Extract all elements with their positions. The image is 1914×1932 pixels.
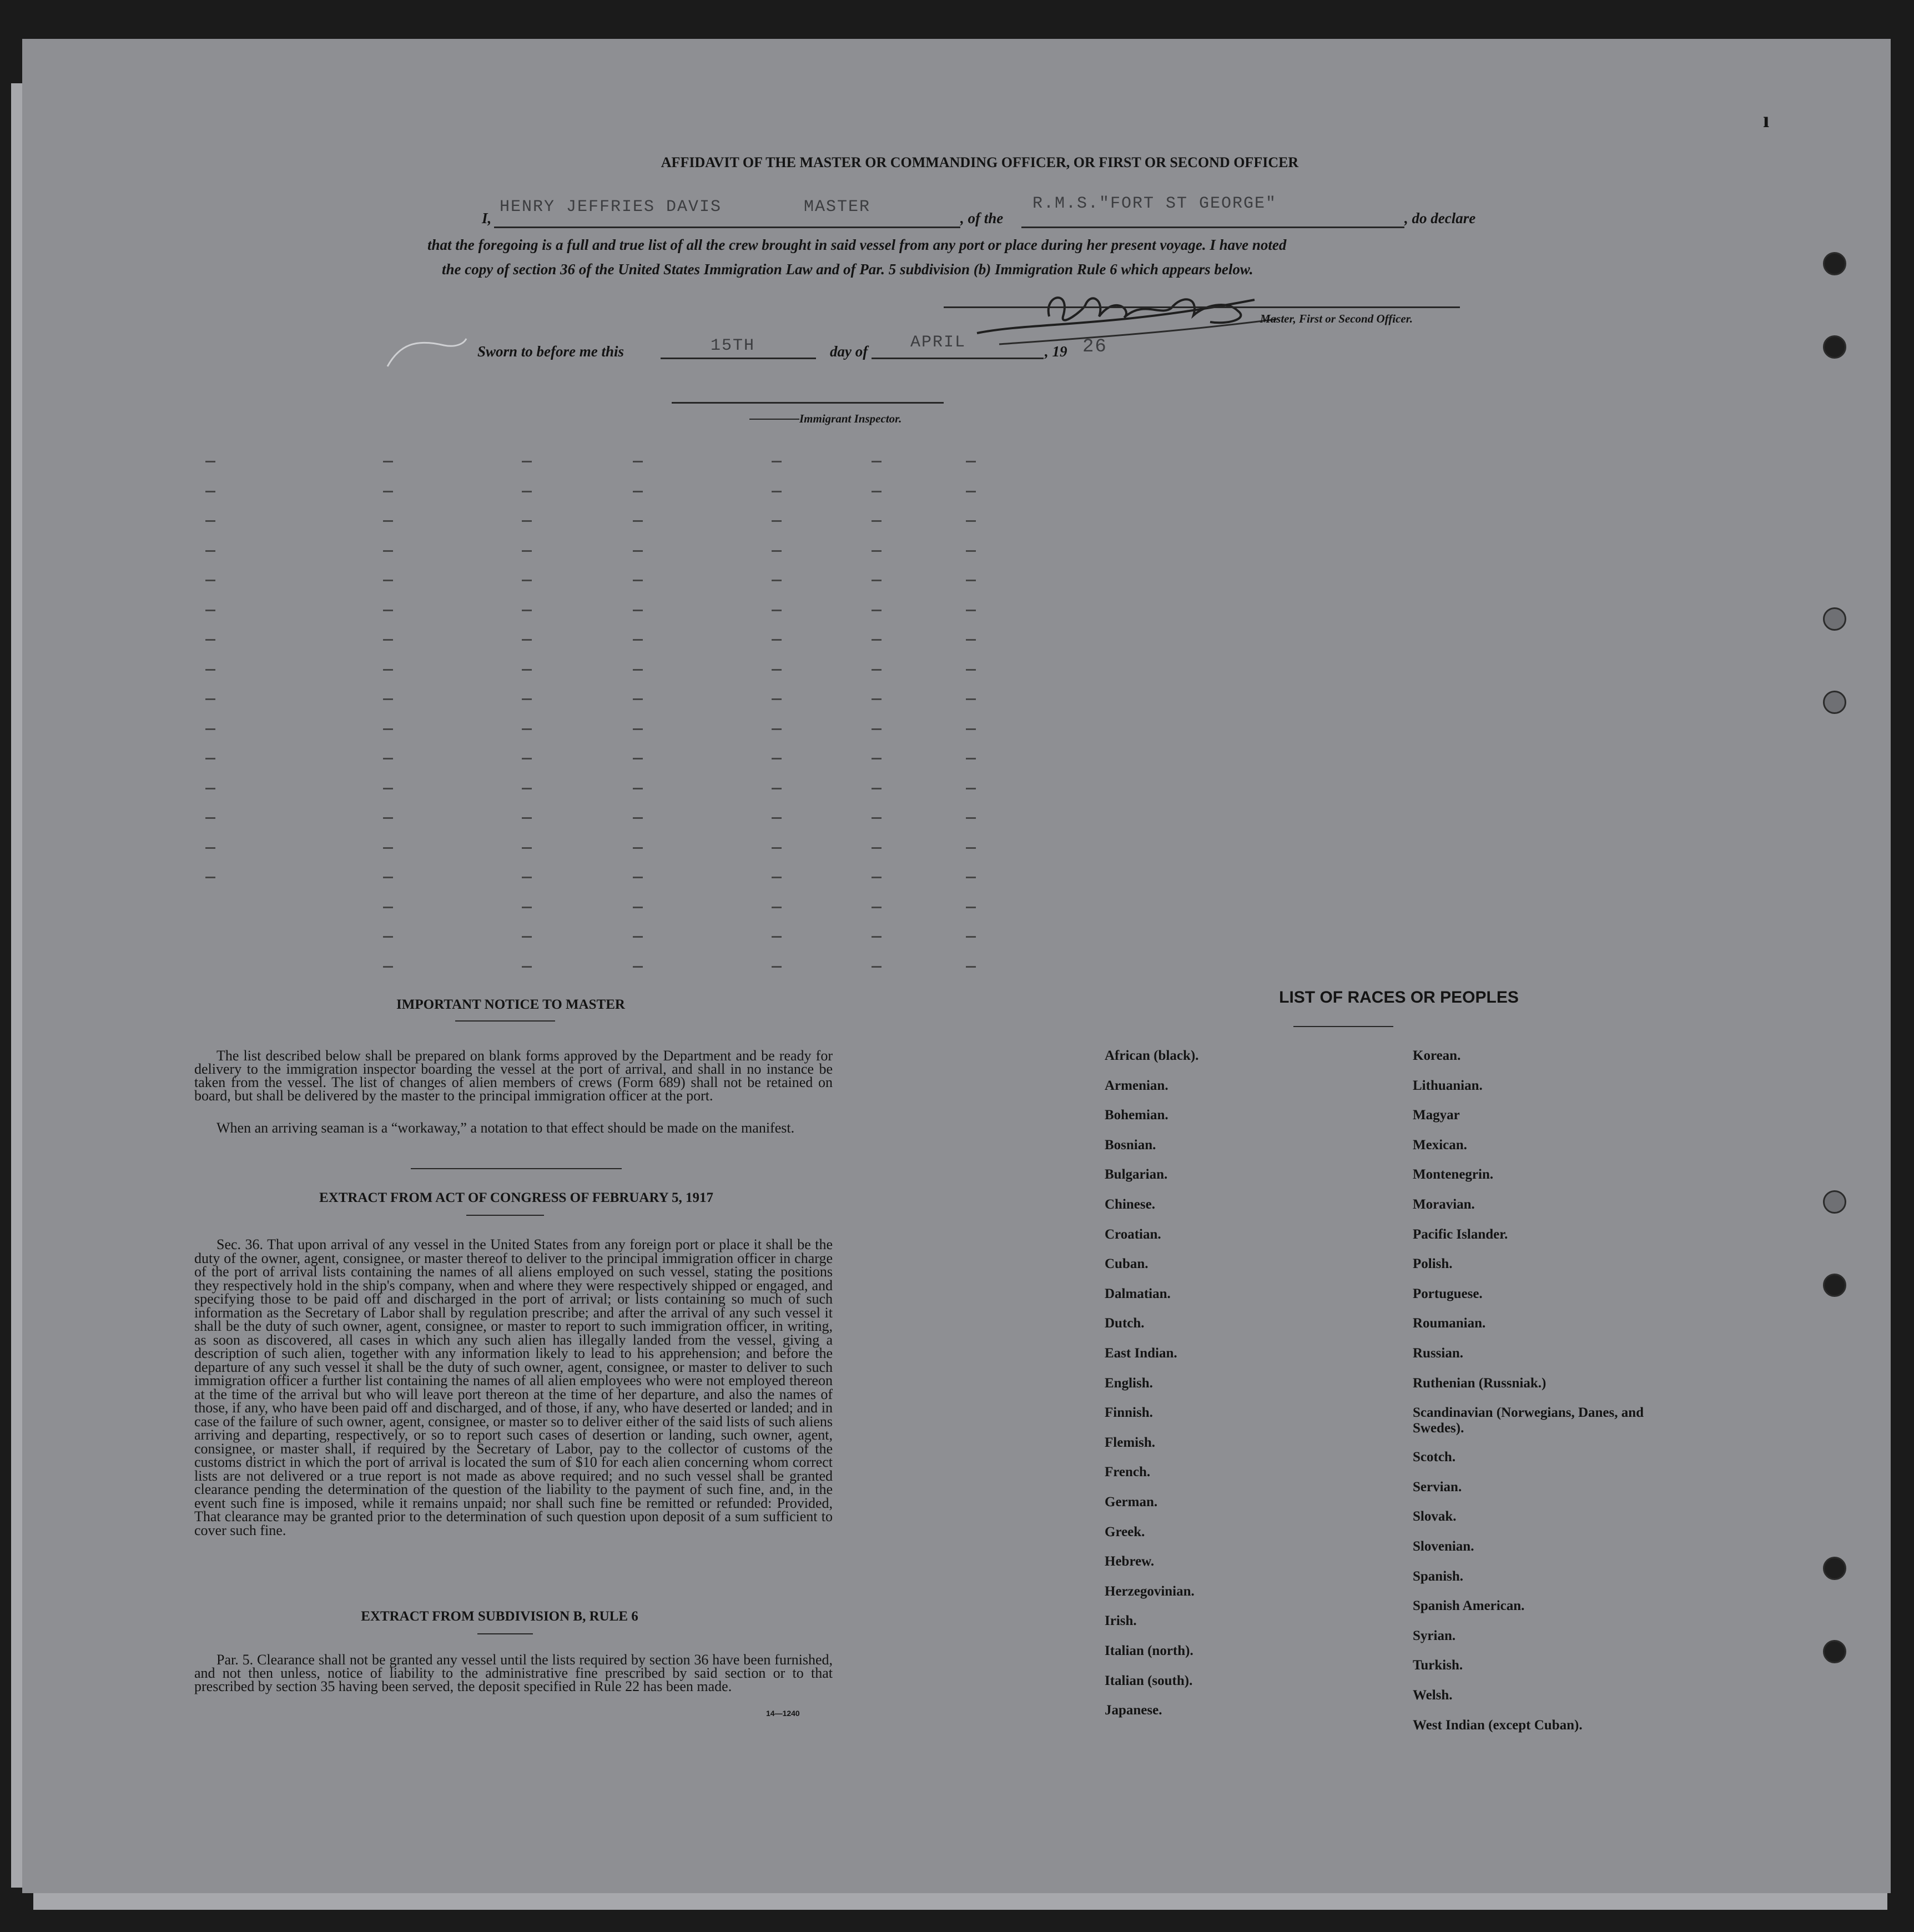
column-tick <box>633 758 643 759</box>
race-item: Dutch. <box>1105 1316 1145 1331</box>
column-tick <box>772 461 782 462</box>
column-tick <box>872 966 882 968</box>
race-item: Korean. <box>1413 1048 1461 1063</box>
column-tick <box>205 758 215 759</box>
column-tick <box>772 966 782 968</box>
column-tick <box>872 698 882 700</box>
month-line <box>872 358 1044 359</box>
column-tick <box>205 698 215 700</box>
column-tick <box>383 491 393 492</box>
act-extract-underline <box>466 1215 544 1216</box>
column-tick <box>966 610 976 611</box>
race-item: Cuban. <box>1105 1256 1149 1272</box>
column-tick <box>633 966 643 968</box>
signature-line <box>944 306 1460 308</box>
race-item: Syrian. <box>1413 1628 1456 1643</box>
column-tick <box>772 550 782 552</box>
column-tick <box>383 461 393 462</box>
column-tick <box>383 936 393 938</box>
punch-hole-2 <box>1823 335 1846 359</box>
column-tick <box>966 847 976 849</box>
race-item: West Indian (except Cuban). <box>1413 1717 1583 1733</box>
day-line <box>661 358 816 359</box>
column-tick <box>205 610 215 611</box>
form-number: 14—1240 <box>766 1709 800 1718</box>
column-tick <box>966 907 976 908</box>
column-tick <box>205 877 215 878</box>
race-item: African (black). <box>1105 1048 1199 1063</box>
column-tick <box>772 520 782 522</box>
column-tick <box>772 580 782 581</box>
column-tick <box>633 907 643 908</box>
column-tick <box>383 966 393 968</box>
column-tick <box>633 847 643 849</box>
race-item: Welsh. <box>1413 1688 1453 1703</box>
column-tick <box>522 847 532 849</box>
column-tick <box>205 580 215 581</box>
race-item: Servian. <box>1413 1479 1462 1495</box>
column-tick <box>966 728 976 730</box>
column-tick <box>383 520 393 522</box>
race-item: Scandinavian (Norwegians, Danes, and Swedes). <box>1413 1405 1644 1436</box>
column-tick <box>772 610 782 611</box>
column-tick <box>772 728 782 730</box>
sworn-label: Sworn to before me this <box>477 343 624 360</box>
column-tick <box>522 491 532 492</box>
column-tick <box>522 966 532 968</box>
race-item: Roumanian. <box>1413 1316 1486 1331</box>
punch-hole-3 <box>1823 607 1846 631</box>
race-item: Slovak. <box>1413 1509 1457 1525</box>
do-declare-label: , do declare <box>1404 210 1476 227</box>
column-tick <box>383 610 393 611</box>
race-item: Turkish. <box>1413 1658 1463 1673</box>
race-item: Finnish. <box>1105 1405 1153 1421</box>
notice-title-underline <box>455 1020 555 1022</box>
inspector-caption: Immigrant Inspector. <box>799 412 902 425</box>
punch-hole-1 <box>1823 252 1846 275</box>
race-item: Russian. <box>1413 1346 1464 1361</box>
column-tick <box>522 728 532 730</box>
column-tick <box>872 639 882 641</box>
column-tick <box>633 669 643 671</box>
column-tick <box>633 728 643 730</box>
column-tick <box>205 817 215 819</box>
column-tick <box>966 817 976 819</box>
column-tick <box>966 550 976 552</box>
column-tick <box>633 461 643 462</box>
act-extract-text: Sec. 36. That upon arrival of any vessel in the United States from any foreign port or place it shall be the duty of the owner, agent, consignee, or master thereof to deliver to the principal immigration officer in charge of the port of arrival lists containing the names of all aliens employed on such vessel, stating the positions they respectively hold in the ship's company, when and where they were respectively shipped or engaged, and specifying those to be paid off and discharged in the port of arrival; or lists containing so much of such information as the Secretary of Labor shall by regulation prescribe; and after the arrival of any such vessel it shall be the duty of such owner, agent, consignee, or master to report to such immigration officer, in writing, as soon as discovered, all cases in which any such alien has illegally landed from the vessel, giving a description of such alien, together with any information likely to lead to his apprehension; and before the departure of any such vessel it shall be the duty of such owner, agent, consignee, or master to deliver to such immigration officer a further list containing the names of all alien employees who were not employed thereon at the time of the arrival but who will leave port thereon at the time of her departure, and also the names of those, if any, who have been paid off and discharged, and of those, if any, who have deserted or landed; and in case of the failure of such owner, agent, consignee, or master so to deliver either of the said lists of such aliens arriving and departing, respectively, or so to report such cases of desertion or landing, such owner, agent, consignee, or master shall, if required by the Secretary of Labor, pay to the collector of customs of the customs district in which the port of arrival is located the sum of $10 for each alien concerning whom correct lists are not delivered or a true report is not made as above required; and no such vessel shall be granted clearance pending the determination of the question of the liability to the payment of such fine, and, in the event such fine is imposed, while it remains unpaid; nor shall such fine be remitted or refunded: Provided, That clearance may be granted prior to the determination of such question upon deposit of a sum sufficient to cover such fine. <box>194 1236 833 1538</box>
column-tick <box>772 491 782 492</box>
column-tick <box>872 758 882 759</box>
form-sheet <box>22 39 1891 1893</box>
day-of-label: day of <box>830 343 868 360</box>
rule-extract-underline <box>477 1633 533 1634</box>
affidavit-line-2: that the foregoing is a full and true list of all the crew brought in said vessel from any port or place during her present voyage. I have noted <box>427 237 1287 253</box>
race-item: Flemish. <box>1105 1435 1155 1450</box>
column-tick <box>383 669 393 671</box>
race-item: Dalmatian. <box>1105 1286 1171 1301</box>
race-item: Armenian. <box>1105 1078 1168 1093</box>
column-tick <box>383 698 393 700</box>
column-tick <box>522 758 532 759</box>
column-tick <box>872 491 882 492</box>
column-tick <box>522 639 532 641</box>
vessel-name: R.M.S."FORT ST GEORGE" <box>1032 194 1277 213</box>
column-tick <box>872 580 882 581</box>
column-tick <box>772 698 782 700</box>
column-tick <box>633 936 643 938</box>
column-tick <box>205 788 215 789</box>
inspector-caption-lead <box>749 419 799 420</box>
sworn-month: APRIL <box>910 333 966 352</box>
column-tick <box>522 788 532 789</box>
column-tick <box>383 728 393 730</box>
race-item: Montenegrin. <box>1413 1167 1494 1183</box>
race-item: Italian (south). <box>1105 1673 1193 1688</box>
column-tick <box>872 520 882 522</box>
column-tick <box>772 847 782 849</box>
race-item: Portuguese. <box>1413 1286 1483 1301</box>
column-tick <box>383 580 393 581</box>
page-edge-left <box>11 83 23 1888</box>
column-tick <box>772 639 782 641</box>
column-tick <box>383 550 393 552</box>
column-tick <box>872 669 882 671</box>
signer-caption: Master, First or Second Officer. <box>1260 312 1413 325</box>
race-item: Lithuanian. <box>1413 1078 1483 1093</box>
rule-extract-title: EXTRACT FROM SUBDIVISION B, RULE 6 <box>361 1609 638 1624</box>
column-tick <box>633 788 643 789</box>
race-item: Bulgarian. <box>1105 1167 1168 1183</box>
race-item: Slovenian. <box>1413 1539 1474 1554</box>
master-signature <box>966 266 1310 361</box>
race-item: Scotch. <box>1413 1450 1456 1465</box>
name-line <box>494 227 960 228</box>
column-tick <box>205 520 215 522</box>
column-tick <box>522 817 532 819</box>
race-item: English. <box>1105 1375 1153 1391</box>
column-tick <box>522 520 532 522</box>
notice-paragraph-2: When an arriving seaman is a “workaway,” a notation to that effect should be made on the manifest. <box>216 1120 795 1136</box>
race-item: Chinese. <box>1105 1197 1155 1212</box>
race-item: Croatian. <box>1105 1226 1161 1242</box>
column-tick <box>966 966 976 968</box>
column-tick <box>966 698 976 700</box>
column-tick <box>966 669 976 671</box>
column-tick <box>872 788 882 789</box>
column-tick <box>383 907 393 908</box>
race-item: Italian (north). <box>1105 1643 1193 1658</box>
affidavit-title: AFFIDAVIT OF THE MASTER OR COMMANDING OFFICER, OR FIRST OR SECOND OFFICER <box>661 154 1299 170</box>
column-tick <box>205 639 215 641</box>
column-tick <box>383 639 393 641</box>
race-item: Bohemian. <box>1105 1108 1168 1123</box>
column-tick <box>633 550 643 552</box>
column-tick <box>633 877 643 878</box>
race-item: Magyar <box>1413 1108 1460 1123</box>
column-tick <box>383 758 393 759</box>
column-tick <box>205 491 215 492</box>
punch-hole-5 <box>1823 1190 1846 1214</box>
inspector-line <box>672 402 944 404</box>
column-tick <box>872 728 882 730</box>
column-tick <box>966 788 976 789</box>
column-tick <box>772 877 782 878</box>
column-tick <box>205 550 215 552</box>
column-tick <box>966 936 976 938</box>
column-tick <box>966 520 976 522</box>
column-tick <box>872 461 882 462</box>
of-the-label: , of the <box>960 210 1004 227</box>
punch-hole-6 <box>1823 1274 1846 1297</box>
column-tick <box>522 550 532 552</box>
race-item: Greek. <box>1105 1524 1145 1539</box>
sworn-year: 26 <box>1082 336 1107 358</box>
sworn-day: 15TH <box>711 336 755 355</box>
column-tick <box>633 610 643 611</box>
page-edge-bottom <box>33 1893 1887 1910</box>
column-tick <box>633 817 643 819</box>
column-tick <box>872 817 882 819</box>
column-tick <box>772 669 782 671</box>
column-tick <box>205 728 215 730</box>
column-tick <box>633 520 643 522</box>
declarant-rank: MASTER <box>804 198 871 217</box>
race-item: French. <box>1105 1465 1151 1480</box>
column-tick <box>522 877 532 878</box>
column-tick <box>383 877 393 878</box>
vessel-line <box>1021 227 1404 228</box>
rule-extract-text: Par. 5. Clearance shall not be granted any vessel until the lists required by section 36 have been furnished, and not then unless, notice of liability to the administrative fine prescribed by said section or to that prescribed by section 35 having been served, the deposit specified in Rule 22 has been made. <box>194 1652 833 1694</box>
declarant-prefix: I, <box>482 210 492 227</box>
column-tick <box>772 936 782 938</box>
column-tick <box>383 788 393 789</box>
races-title: LIST OF RACES OR PEOPLES <box>1279 988 1519 1007</box>
race-item: Japanese. <box>1105 1703 1162 1718</box>
race-item: German. <box>1105 1495 1158 1510</box>
races-title-underline <box>1293 1026 1393 1027</box>
column-tick <box>872 550 882 552</box>
punch-hole-8 <box>1823 1640 1846 1663</box>
column-tick <box>522 669 532 671</box>
column-tick <box>522 610 532 611</box>
race-item: Irish. <box>1105 1613 1137 1629</box>
column-tick <box>205 669 215 671</box>
affidavit-line-3: the copy of section 36 of the United States Immigration Law and of Par. 5 subdivision (b) Immigration Rule 6 which appears below. <box>442 261 1253 278</box>
column-tick <box>966 758 976 759</box>
race-item: Moravian. <box>1413 1197 1475 1212</box>
column-tick <box>522 461 532 462</box>
column-tick <box>383 817 393 819</box>
column-tick <box>205 847 215 849</box>
column-tick <box>522 907 532 908</box>
column-tick <box>966 461 976 462</box>
declarant-name: HENRY JEFFRIES DAVIS <box>500 198 722 217</box>
column-tick <box>633 639 643 641</box>
stray-pen-mark <box>383 328 472 372</box>
race-item: Ruthenian (Russniak.) <box>1413 1375 1547 1391</box>
column-tick <box>522 580 532 581</box>
column-tick <box>872 936 882 938</box>
punch-hole-7 <box>1823 1557 1846 1580</box>
column-tick <box>522 698 532 700</box>
column-tick <box>633 698 643 700</box>
column-tick <box>872 907 882 908</box>
year-prefix: , 19 <box>1045 343 1067 360</box>
column-tick <box>772 788 782 789</box>
column-tick <box>966 877 976 878</box>
act-extract-title: EXTRACT FROM ACT OF CONGRESS OF FEBRUARY 5, 1917 <box>319 1190 714 1205</box>
column-tick <box>772 817 782 819</box>
notice-separator <box>411 1168 622 1169</box>
column-tick <box>772 758 782 759</box>
race-item: Hebrew. <box>1105 1554 1155 1569</box>
race-item: Spanish. <box>1413 1568 1464 1584</box>
column-tick <box>383 847 393 849</box>
race-item: East Indian. <box>1105 1346 1177 1361</box>
column-tick <box>872 610 882 611</box>
column-tick <box>633 580 643 581</box>
punch-hole-4 <box>1823 691 1846 714</box>
race-item: Bosnian. <box>1105 1137 1156 1153</box>
column-tick <box>205 461 215 462</box>
corner-mark: ı <box>1763 107 1770 132</box>
column-tick <box>872 847 882 849</box>
race-item: Mexican. <box>1413 1137 1467 1153</box>
column-tick <box>633 491 643 492</box>
column-tick <box>966 580 976 581</box>
race-item: Spanish American. <box>1413 1598 1525 1614</box>
column-tick <box>966 639 976 641</box>
column-tick <box>966 491 976 492</box>
column-tick <box>522 936 532 938</box>
race-item: Herzegovinian. <box>1105 1583 1195 1599</box>
column-tick <box>772 907 782 908</box>
notice-paragraph-1: The list described below shall be prepared on blank forms approved by the Department and be ready for delivery to the immigration inspector boarding the vessel at the port of arrival, and shall in no instance be taken from the vessel. The list of changes of alien members of crews (Form 689) shall not be retained on board, but shall be delivered by the master to the principal immigration officer at the port. <box>194 1048 833 1104</box>
notice-title: IMPORTANT NOTICE TO MASTER <box>396 997 625 1012</box>
race-item: Pacific Islander. <box>1413 1226 1508 1242</box>
column-tick <box>872 877 882 878</box>
race-item: Polish. <box>1413 1256 1453 1272</box>
